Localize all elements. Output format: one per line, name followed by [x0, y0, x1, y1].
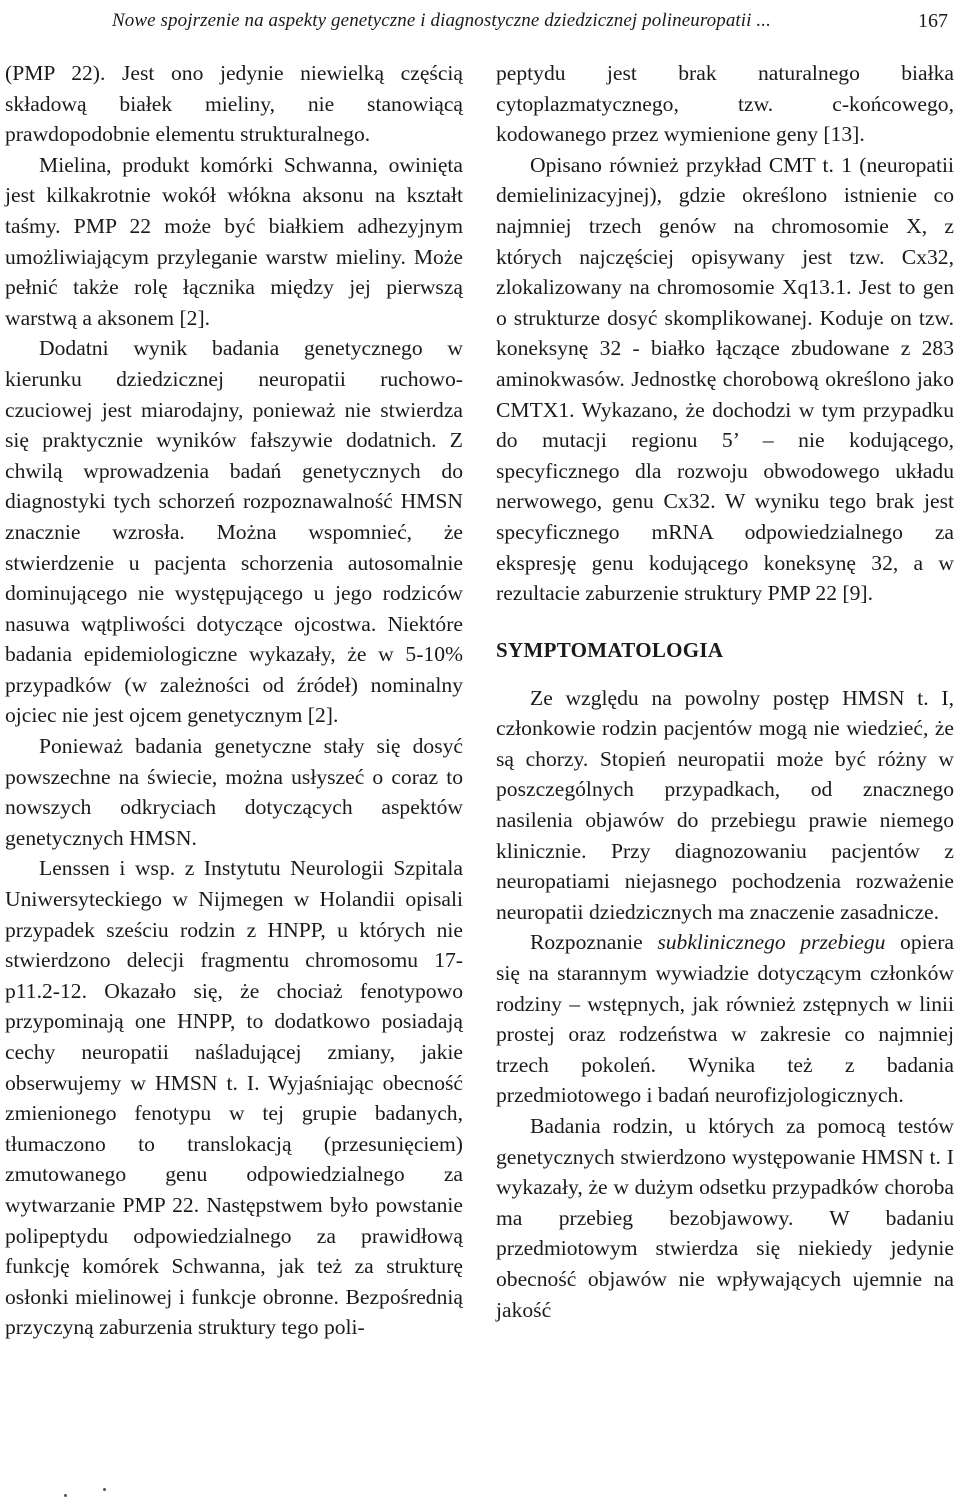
paragraph: (PMP 22). Jest ono jedynie niewielką częścią składową białek mieliny, nie stanowiącą prawdopodobnie elementu strukturalnego. [5, 61, 463, 147]
page-number: 167 [918, 10, 948, 32]
italic-term: subklinicznego przebiegu [657, 930, 886, 955]
left-column [5, 58, 463, 1343]
paragraph: Dodatni wynik badania genetycznego w kierunku dziedzicznej neuropatii ruchowo-czuciowej jest miarodajny, ponieważ nie stwierdza się praktycznie wyników fałszywie dodatnich. Z chwilą wprowadzenia badań genetycznych do diagnostyki tych schorzeń rozpoznawalność HMSN znacznie wzrosła. Można wspomnieć, że stwierdzenie u pacjenta schorzenia autosomalnie dominującego nie występującego u jego rodziców nasuwa wątpliwości dotyczące ojcostwa. Niektóre badania epidemiologiczne wykazały, że w 5-10% przypadków (w zależności od źródeł) nominalny ojciec nie jest ojcem genetycznym [2]. [5, 336, 463, 728]
running-title: Nowe spojrzenie na aspekty genetyczne i diagnostyczne dziedzicznej polineuropatii ... [112, 10, 771, 31]
paragraph [496, 927, 954, 1111]
paragraph-text: opiera się na starannym wywiadzie dotyczącym członków rodziny – wstępnych, jak również zstępnych w linii prostej oraz rodzeństwa w zakresie co najmniej trzech pokoleń. Wynika też z badania przedmiotowego i badań neurofizjologicznych. [496, 930, 954, 1108]
paragraph: Lenssen i wsp. z Instytutu Neurologii Szpitala Uniwersyteckiego w Nijmegen w Holandii opisali przypadek sześciu rodzin z HNPP, u których nie stwierdzono delecji fragmentu chromosomu 17-p11.2-12. Okazało się, że chociaż fenotypowo przypominają one HNPP, to dodatkowo posiadają cechy neuropatii naśladującej zmiany, jakie obserwujemy w HMSN t. I. Wyjaśniając obecność zmienionego fenotypu w tej grupie badanych, tłumaczono to translokacją (przesunięciem) zmutowanego genu odpowiedzialnego za wytwarzanie PMP 22. Następstwem było powstanie polipeptydu odpowiedzialnego za prawidłową funkcję komórek Schwanna, jak też za strukturę osłonki mielinowej i funkcje obronne. Bezpośrednią przyczyną zaburzenia struktury tego poli- [5, 856, 463, 1340]
section-heading: SYMPTOMATOLOGIA [496, 637, 724, 662]
paragraph: Badania rodzin, u których za pomocą testów genetycznych stwierdzono występowanie HMSN t. I wykazały, że w dużym odsetku przypadków choroba ma przebieg bezobjawowy. W badaniu przedmiotowym stwierdza się niekiedy jedynie obecność objawów nie wpływających ujemnie na jakość [496, 1114, 954, 1322]
paragraph: peptydu jest brak naturalnego białka cytoplazmatycznego, tzw. c-końcowego, kodowanego przez wymienione geny [13]. [496, 61, 954, 147]
paragraph: Opisano również przykład CMT t. 1 (neuropatii demielinizacyjnej), gdzie określono istnienie co najmniej trzech genów na chromosomie X, z których najczęściej opisywany jest tzw. Cx32, zlokalizowany na chromosomie Xq13.1. Jest to gen o strukturze dosyć skomplikowanej. Koduje on tzw. koneksynę 32 - białko łączące zbudowane z 283 aminokwasów. Jednostkę chorobową określono jako CMTX1. Wykazano, że dochodzi w tym przypadku do mutacji regionu 5’ – nie kodującego, specyficznego dla rozwoju obwodowego układu nerwowego, genu Cx32. W wyniku tego brak jest specyficznego mRNA odpowiedzialnego za ekspresję genu kodującego koneksynę 32, a w rezultacie zaburzenie struktury PMP 22 [9]. [496, 152, 954, 606]
paragraph: Ze względu na powolny postęp HMSN t. I, członkowie rodzin pacjentów mogą nie wiedzieć, że są chorzy. Stopień neuropatii może być różny w poszczególnych przypadkach, od znacznego nasilenia objawów do przebiegu prawie niemego klinicznie. Przy diagnozowaniu pacjentów z neuropatiami niejasnego pochodzenia rozważenie neuropatii dziedzicznych ma znaczenie zasadnicze. [496, 685, 954, 924]
paragraph: Ponieważ badania genetyczne stały się dosyć powszechne na świecie, można usłyszeć o coraz to nowszych odkryciach dotyczących aspektów genetycznych HMSN. [5, 734, 463, 850]
paragraph-text: Rozpoznanie [530, 930, 658, 955]
running-header [0, 0, 960, 48]
scan-speck [103, 1488, 106, 1491]
scan-speck [64, 1494, 67, 1497]
paragraph: Mielina, produkt komórki Schwanna, owinięta jest kilkakrotnie wokół włókna aksonu na kształt taśmy. PMP 22 może być białkiem adhezyjnym umożliwiającym przyleganie warstw mieliny. Może pełnić także rolę łącznika między jej pierwszą warstwą a aksonem [2]. [5, 152, 463, 330]
right-column [496, 58, 954, 1325]
